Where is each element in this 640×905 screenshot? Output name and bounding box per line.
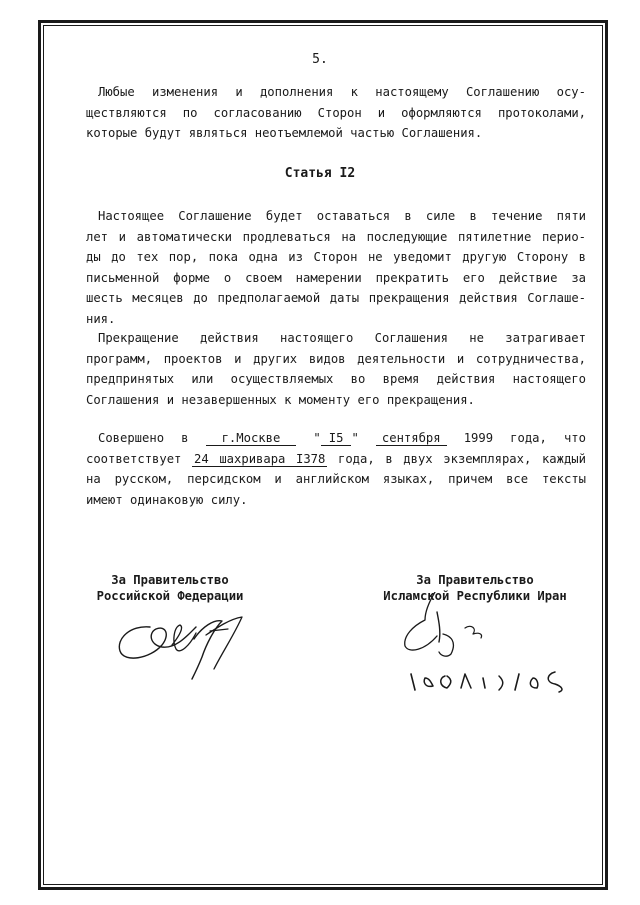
done-at-prefix: Совершено в xyxy=(98,431,189,445)
done-at-line2-suffix: года, в двух экземплярах, каждый xyxy=(338,451,586,466)
paragraph-termination xyxy=(86,328,586,410)
text-line: имеют одинаковую силу. xyxy=(86,492,248,507)
text-line: Совершено в г.Москве " I5 " сентября 1999 года, что xyxy=(98,431,586,445)
done-at-year: 1999 года, что xyxy=(463,431,586,445)
text-line: которые будут являться неотъемлемой частью Соглашения. xyxy=(86,126,483,140)
done-at-persian-date: 24 шахривара I378 xyxy=(194,451,326,466)
paragraph-term xyxy=(86,206,586,329)
text-line: Прекращение действия настоящего Соглашения не затрагивает xyxy=(98,331,586,345)
signature-label-line: За Правительство xyxy=(111,573,229,587)
text-line: Соглашения и незавершенных к моменту его прекращения. xyxy=(86,392,475,407)
text-line: шесть месяцев до предполагаемой даты прекращения действия Соглаше- xyxy=(86,291,586,305)
text-line: лет и автоматически продлеваться на последующие пятилетние перио- xyxy=(86,229,586,244)
signature-russia-handwritten xyxy=(110,605,260,685)
text-line xyxy=(86,449,586,470)
signature-label-line: Российской Федерации xyxy=(96,589,244,603)
text-line: письменной форме о своем намерении прекратить его действие за xyxy=(86,270,586,285)
done-at-city: г.Москве xyxy=(206,431,297,446)
done-at-month: сентября xyxy=(376,431,447,446)
signature-label-line: За Правительство xyxy=(416,573,534,587)
text-line: ществляются по согласованию Сторон и оформляются протоколами, xyxy=(86,105,586,120)
text-line: Любые изменения и дополнения к настоящему Соглашению осу- xyxy=(98,85,586,99)
text-line: ды до тех пор, пока одна из Сторон не уведомит другую Сторону в xyxy=(86,250,586,264)
done-at-line2-prefix: соответствует xyxy=(86,451,182,466)
text-line: программ, проектов и других видов деятельности и сотрудничества, xyxy=(86,351,586,366)
paragraph-amendments xyxy=(86,82,586,144)
paragraph-done-at xyxy=(86,428,586,510)
signature-block-russia xyxy=(70,572,270,604)
article-heading: Статья I2 xyxy=(284,166,356,181)
text-line: Настоящее Соглашение будет оставаться в силе в течение пяти xyxy=(98,209,586,223)
text-line: предпринятых или осуществляемых во время действия настоящего xyxy=(86,372,586,386)
signature-label-line: Исламской Республики Иран xyxy=(383,589,567,603)
page-number: 5. xyxy=(312,52,328,67)
signature-iran-handwritten xyxy=(395,592,595,707)
done-at-day: I5 xyxy=(321,431,352,446)
text-line: ния. xyxy=(86,311,116,326)
text-line: на русском, персидском и английском языках, причем все тексты xyxy=(86,472,586,486)
